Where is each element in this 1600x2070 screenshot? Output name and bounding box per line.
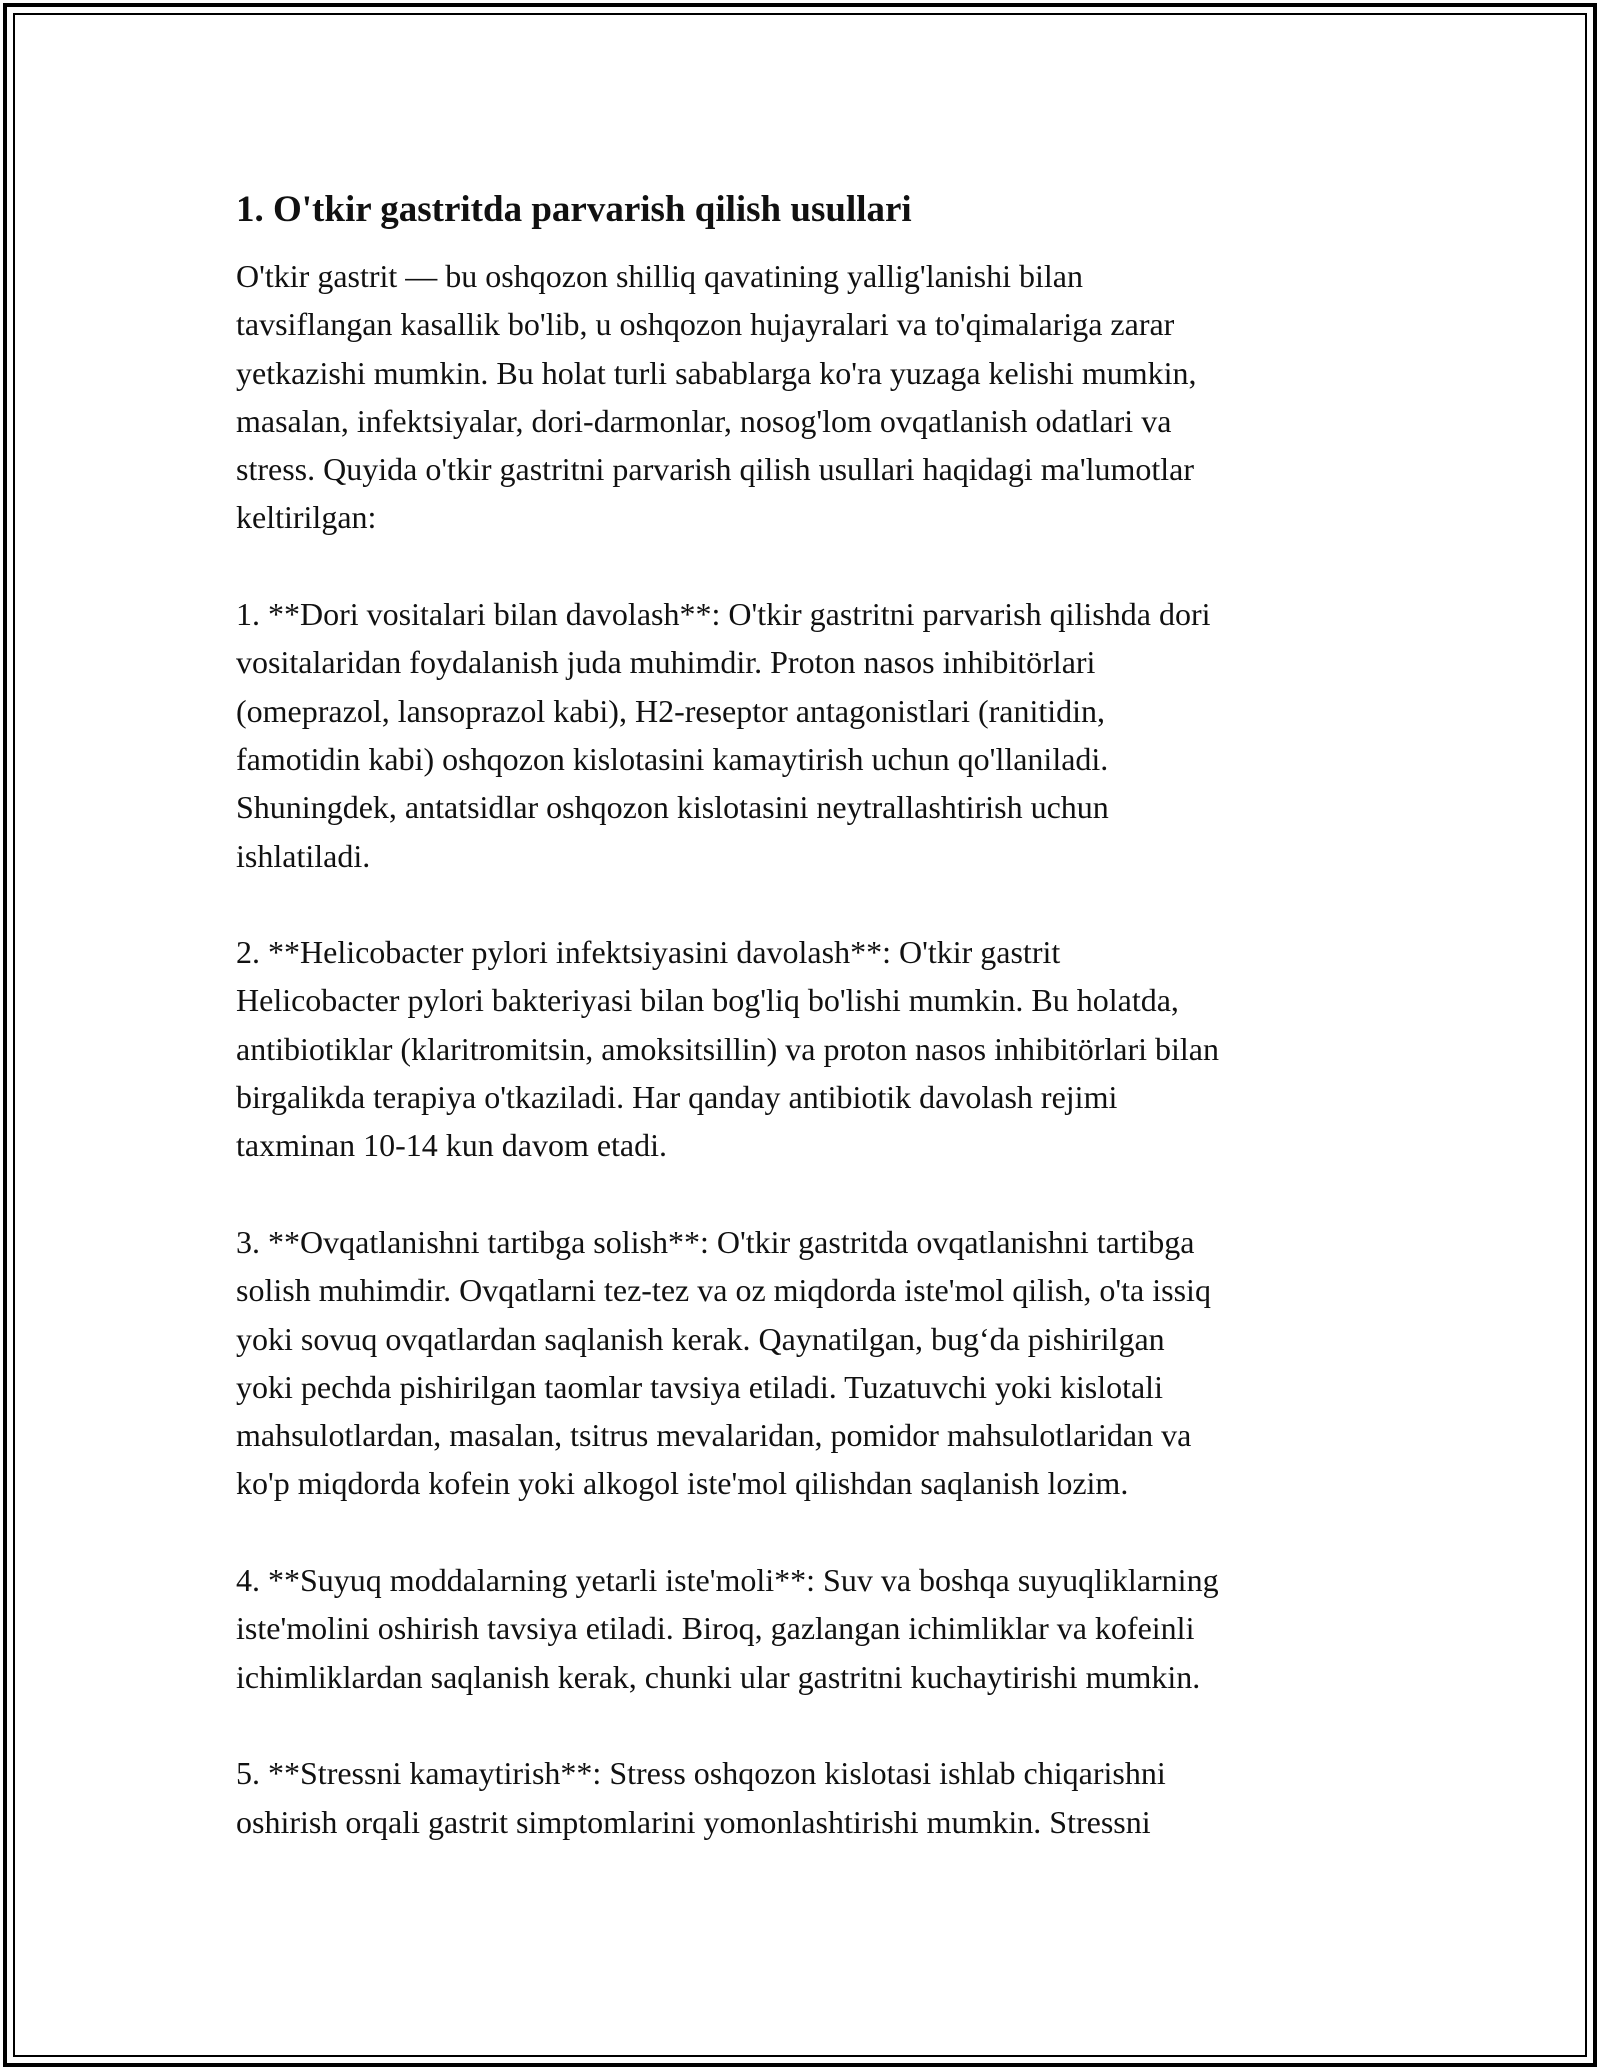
text-line: ichimliklardan saqlanish kerak, chunki ular gastritni kuchaytirishi mumkin.	[236, 1658, 1201, 1695]
text-line: solish muhimdir. Ovqatlarni tez-tez va oz miqdorda iste'mol qilish, o'ta issiq	[236, 1272, 1211, 1309]
paragraph-item-5	[236, 1749, 1386, 1846]
text-line: birgalikda terapiya o'tkaziladi. Har qanday antibiotik davolash rejimi	[236, 1079, 1118, 1116]
text-line: 4. **Suyuq moddalarning yetarli iste'moli**: Suv va boshqa suyuqliklarning	[236, 1562, 1219, 1599]
text-line: ishlatiladi.	[236, 837, 371, 874]
text-line: famotidin kabi) oshqozon kislotasini kamaytirish uchun qo'llaniladi.	[236, 740, 1109, 777]
text-line: 2. **Helicobacter pylori infektsiyasini davolash**: O'tkir gastrit	[236, 934, 1061, 971]
paragraph-item-2	[236, 928, 1386, 1169]
text-line: yoki pechda pishirilgan taomlar tavsiya etiladi. Tuzatuvchi yoki kislotali	[236, 1368, 1163, 1405]
text-line: 3. **Ovqatlanishni tartibga solish**: O'tkir gastritda ovqatlanishni tartibga	[236, 1223, 1195, 1260]
text-line: ko'p miqdorda kofein yoki alkogol iste'mol qilishdan saqlanish lozim.	[236, 1465, 1129, 1502]
text-line: yoki sovuq ovqatlardan saqlanish kerak. Qaynatilgan, bug‘da pishirilgan	[236, 1320, 1165, 1357]
text-line: keltirilgan:	[236, 499, 377, 536]
text-line: O'tkir gastrit — bu oshqozon shilliq qavatining yallig'lanishi bilan	[236, 258, 1083, 294]
text-line: taxminan 10-14 kun davom etadi.	[236, 1127, 668, 1164]
text-line: iste'molini oshirish tavsiya etiladi. Biroq, gazlangan ichimliklar va kofeinli	[236, 1610, 1195, 1647]
text-line: 1. **Dori vositalari bilan davolash**: O'tkir gastritni parvarish qilishda dori	[236, 596, 1211, 633]
section-title: 1. O'tkir gastritda parvarish qilish usullari	[236, 189, 912, 230]
paragraph-item-3	[236, 1218, 1386, 1508]
text-line: vositalaridan foydalanish juda muhimdir. Proton nasos inhibitörlari	[236, 644, 1096, 681]
paragraph-item-4	[236, 1556, 1386, 1701]
text-line: (omeprazol, lansoprazol kabi), H2-reseptor antagonistlari (ranitidin,	[236, 692, 1106, 729]
text-line: yetkazishi mumkin. Bu holat turli sabablarga ko'ra yuzaga kelishi mumkin,	[236, 354, 1197, 391]
text-line: Helicobacter pylori bakteriyasi bilan bog'liq bo'lishi mumkin. Bu holatda,	[236, 982, 1179, 1019]
text-line: tavsiflangan kasallik bo'lib, u oshqozon hujayralari va to'qimalariga zarar	[236, 306, 1175, 343]
text-line: antibiotiklar (klaritromitsin, amoksitsillin) va proton nasos inhibitörlari bilan	[236, 1030, 1219, 1067]
text-line: mahsulotlardan, masalan, tsitrus mevalaridan, pomidor mahsulotlaridan va	[236, 1417, 1192, 1454]
text-line: Shuningdek, antatsidlar oshqozon kislotasini neytrallashtirish uchun	[236, 789, 1109, 826]
document-body	[236, 186, 1386, 1894]
text-line: oshirish orqali gastrit simptomlarini yomonlashtirishi mumkin. Stressni	[236, 1803, 1151, 1840]
paragraph-intro	[236, 252, 1386, 542]
paragraph-item-1	[236, 590, 1386, 880]
text-line: stress. Quyida o'tkir gastritni parvarish qilish usullari haqidagi ma'lumotlar	[236, 451, 1195, 488]
text-line: masalan, infektsiyalar, dori-darmonlar, nosog'lom ovqatlanish odatlari va	[236, 402, 1172, 439]
text-line: 5. **Stressni kamaytirish**: Stress oshqozon kislotasi ishlab chiqarishni	[236, 1755, 1166, 1792]
